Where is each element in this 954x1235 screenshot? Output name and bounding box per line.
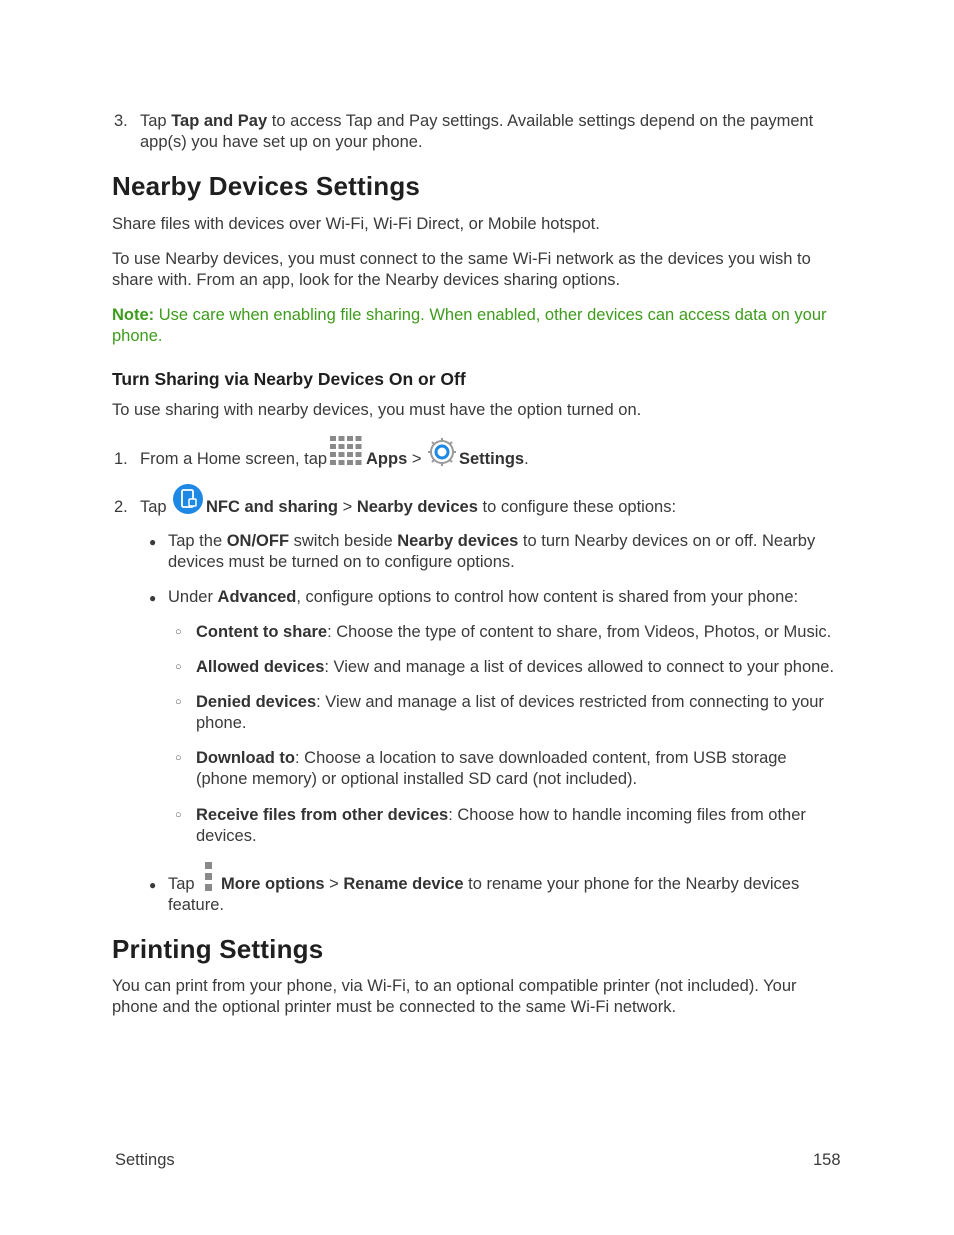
footer-section: Settings <box>115 1151 175 1169</box>
section-title-nearby: Nearby Devices Settings <box>112 171 421 201</box>
bullet: ● <box>149 591 157 605</box>
sub-bullet: ○ <box>175 752 182 764</box>
step-1-text: From a Home screen, tap Apps > Settings. <box>140 435 840 475</box>
printing-paragraph: You can print from your phone, via Wi-Fi, to an optional compatible printer (not included). Your phone and the optional printer must be connected to the same Wi-Fi network. <box>112 977 797 1016</box>
sub-bullet: ○ <box>175 696 182 708</box>
step-number: 2. <box>114 498 128 516</box>
sub-intro: To use sharing with nearby devices, you must have the option turned on. <box>112 401 642 419</box>
bullet: ● <box>149 878 157 892</box>
nfc-sharing-icon <box>172 483 204 515</box>
bullet-3-text: Tap More options > Rename device to rename your phone for the Nearby devices <box>168 860 828 920</box>
sub-item-download-to: Download to: Choose a location to save downloaded content, from USB storage (phone memory) or optional installed SD card (not included). <box>196 749 787 788</box>
step-3-text: Tap Tap and Pay to access Tap and Pay settings. Available settings depend on the payment app(s) you have set up on your phone. <box>140 112 814 151</box>
step-2-text: Tap NFC and sharing > Nearby devices to configure these options: <box>140 483 840 523</box>
sub-bullet: ○ <box>175 809 182 821</box>
settings-gear-icon <box>427 437 457 467</box>
note-paragraph: Note: Use care when enabling file sharing. When enabled, other devices can access data on your phone. <box>112 306 827 345</box>
sub-bullet: ○ <box>175 661 182 673</box>
sub-item-receive-files: Receive files from other devices: Choose how to handle incoming files from other devices. <box>196 806 806 845</box>
sub-heading: Turn Sharing via Nearby Devices On or Off <box>112 369 466 389</box>
bullet-3-continuation: feature. <box>168 896 224 914</box>
more-options-icon <box>204 861 214 892</box>
step-number: 1. <box>114 450 128 468</box>
section-title-printing: Printing Settings <box>112 934 324 964</box>
nearby-intro: Share files with devices over Wi-Fi, Wi-Fi Direct, or Mobile hotspot. <box>112 215 600 233</box>
nearby-paragraph: To use Nearby devices, you must connect to the same Wi-Fi network as the devices you wish to share with. From an app, look for the Nearby devices sharing options. <box>112 250 811 289</box>
sub-item-content-to-share: Content to share: Choose the type of content to share, from Videos, Photos, or Music. <box>196 623 832 641</box>
bullet-2-text: Under Advanced, configure options to control how content is shared from your phone: <box>168 588 799 606</box>
sub-item-allowed-devices: Allowed devices: View and manage a list of devices allowed to connect to your phone. <box>196 658 835 676</box>
bullet-1-text: Tap the ON/OFF switch beside Nearby devices to turn Nearby devices on or off. Nearby devices must be turned on to configure options. <box>168 532 816 571</box>
sub-item-denied-devices: Denied devices: View and manage a list of devices restricted from connecting to your phone. <box>196 693 824 732</box>
bullet: ● <box>149 535 157 549</box>
apps-grid-icon <box>329 435 364 467</box>
sub-bullet: ○ <box>175 626 182 638</box>
step-number: 3. <box>114 112 128 130</box>
page-number: 158 <box>813 1151 841 1169</box>
